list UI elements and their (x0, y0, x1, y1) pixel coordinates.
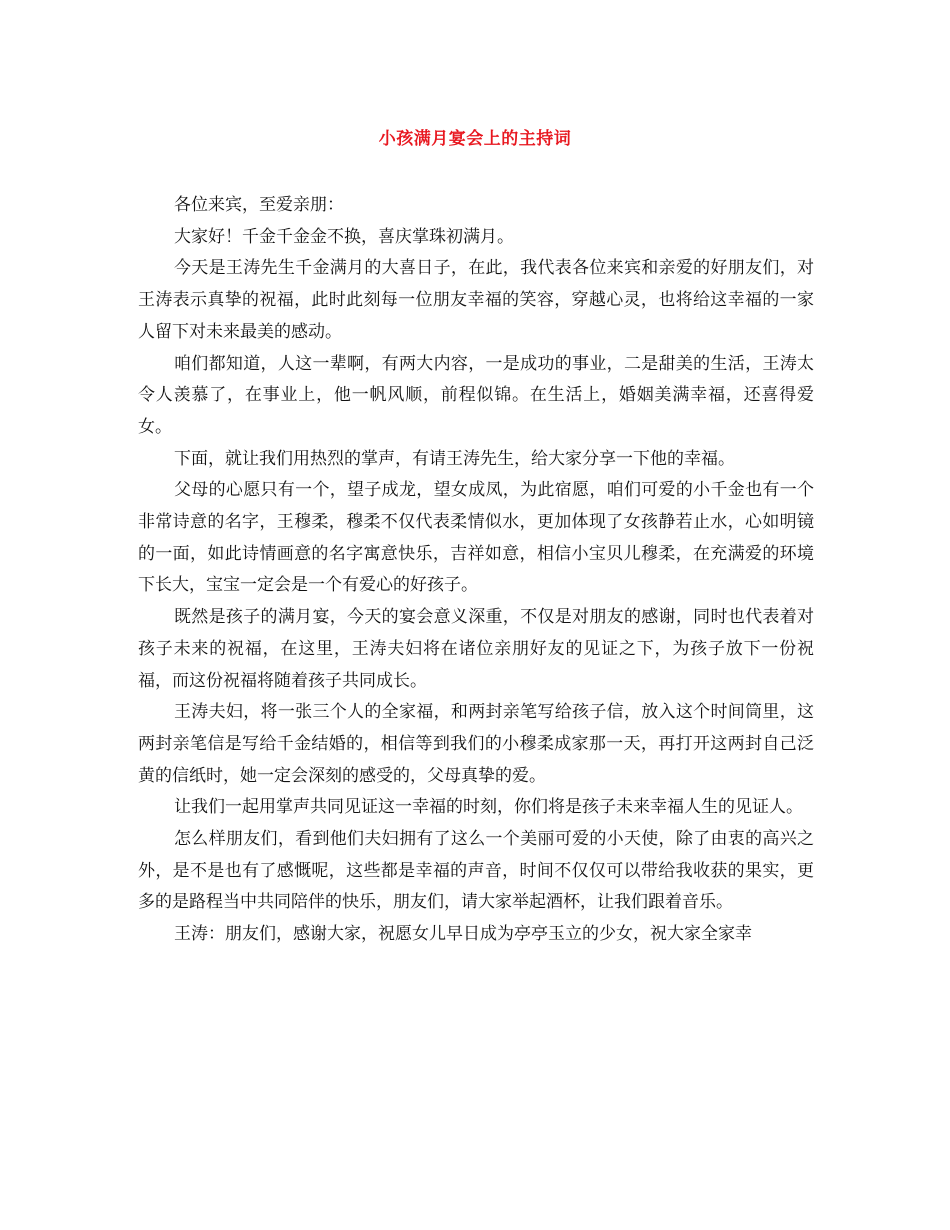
paragraph: 让我们一起用掌声共同见证这一幸福的时刻，你们将是孩子未来幸福人生的见证人。 (174, 797, 803, 818)
paragraph-opening: 大家好！千金千金金不换，喜庆掌珠初满月。 (174, 226, 514, 247)
paragraph: 咱们都知道，人这一辈啊，有两大内容，一是成功的事业，二是甜美的生活，王涛太令人羡慕了，在事业上，他一帆风顺，前程似锦。在生活上，婚姻美满幸福，还喜得爱女。 (138, 353, 814, 437)
paragraph: 王涛夫妇，将一张三个人的全家福，和两封亲笔写给孩子信，放入这个时间筒里，这两封亲笔信是写给千金结婚的，相信等到我们的小穆柔成家那一天，再打开这两封自己泛黄的信纸时，她一定会深刻的感受的，父母真挚的爱。 (138, 702, 814, 786)
paragraph: 下面，就让我们用热烈的掌声，有请王涛先生，给大家分享一下他的幸福。 (174, 448, 735, 469)
paragraph-greeting: 各位来宾，至爱亲朋： (174, 195, 344, 215)
paragraph: 怎么样朋友们，看到他们夫妇拥有了这么一个美丽可爱的小天使，除了由衷的高兴之外，是不是也有了感慨呢，这些都是幸福的声音，时间不仅仅可以带给我收获的果实，更多的是路程当中共同陪伴的快乐，朋友们，请大家举起酒杯，让我们跟着音乐。 (138, 829, 814, 913)
document-body (138, 190, 814, 951)
paragraph: 既然是孩子的满月宴，今天的宴会意义深重，不仅是对朋友的感谢，同时也代表着对孩子未来的祝福，在这里，王涛夫妇将在诸位亲朋好友的见证之下，为孩子放下一份祝福，而这份祝福将随着孩子共同成长。 (138, 607, 814, 691)
paragraph: 王涛：朋友们，感谢大家，祝愿女儿早日成为亭亭玉立的少女，祝大家全家幸 (174, 924, 752, 945)
paragraph: 父母的心愿只有一个，望子成龙，望女成凤，为此宿愿，咱们可爱的小千金也有一个非常诗意的名字，王穆柔，穆柔不仅代表柔情似水，更加体现了女孩静若止水，心如明镜的一面，如此诗情画意的名字寓意快乐，吉祥如意，相信小宝贝儿穆柔，在充满爱的环境下长大，宝宝一定会是一个有爱心的好孩子。 (138, 480, 814, 596)
document-title: 小孩满月宴会上的主持词 (378, 129, 572, 149)
paragraph: 今天是王涛先生千金满月的大喜日子，在此，我代表各位来宾和亲爱的好朋友们，对王涛表示真挚的祝福，此时此刻每一位朋友幸福的笑容，穿越心灵，也将给这幸福的一家人留下对未来最美的感动。 (138, 258, 814, 342)
